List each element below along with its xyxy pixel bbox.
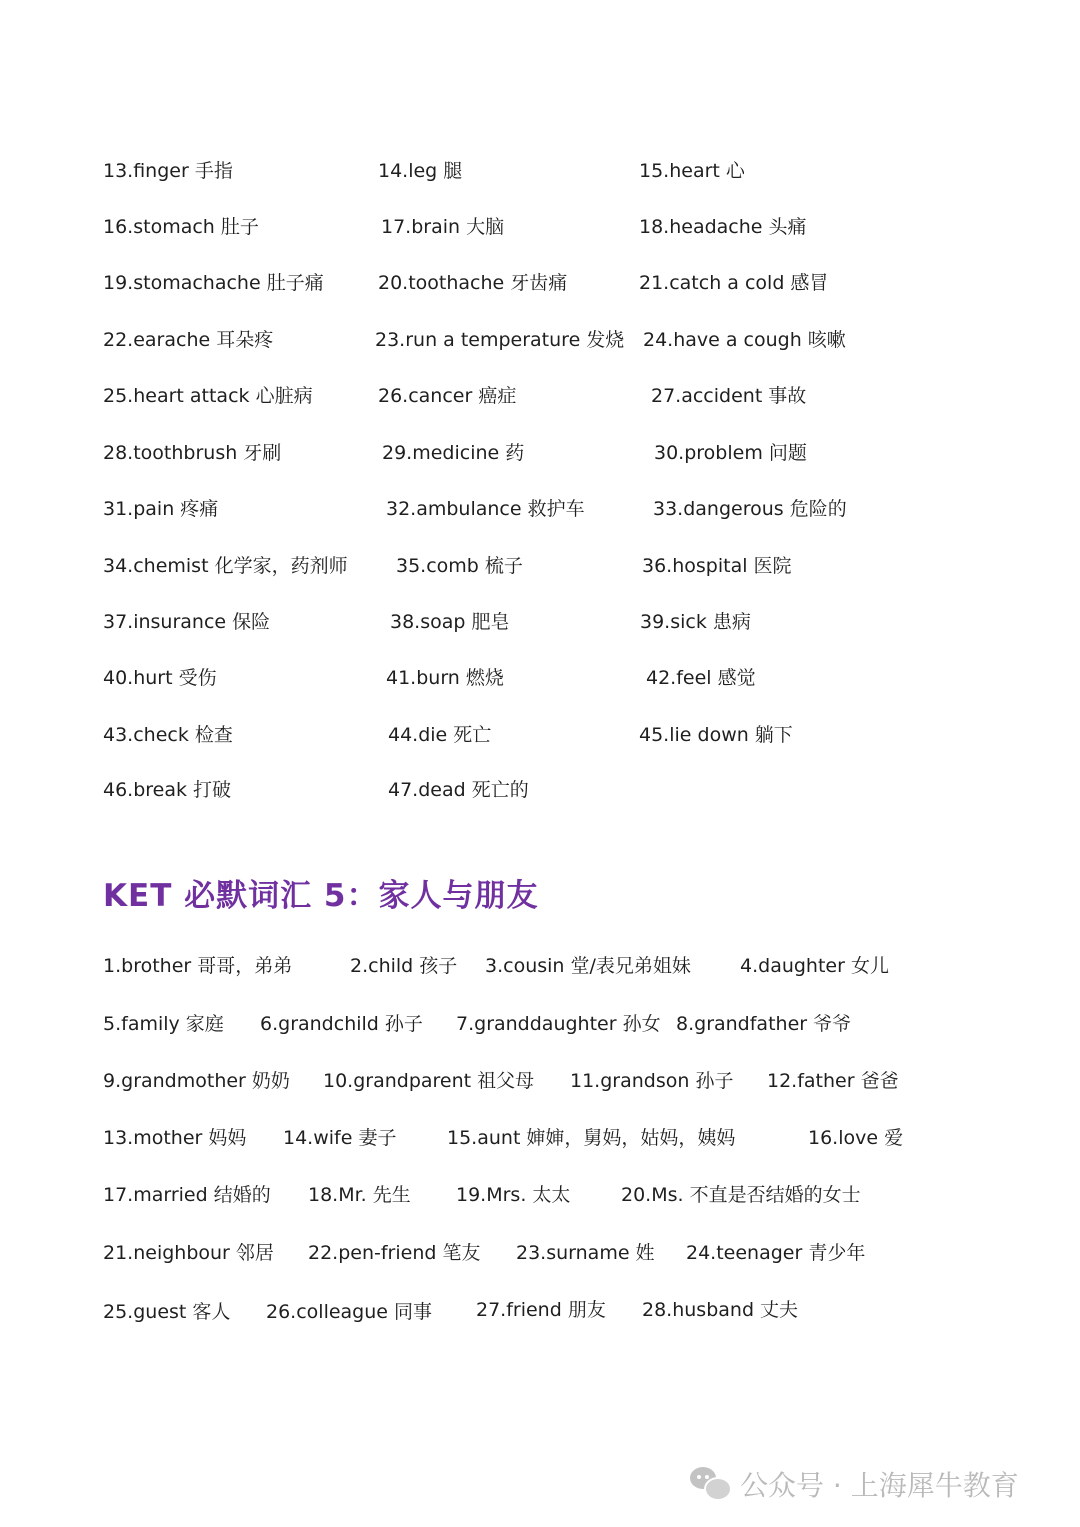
family-word: 2.child 孩子: [350, 955, 458, 977]
family-word: 9.grandmother 奶奶: [103, 1070, 290, 1092]
family-word: 15.aunt 婶婶，舅妈，姑妈，姨妈: [447, 1127, 736, 1149]
health-word: 21.catch a cold 感冒: [639, 272, 829, 294]
wechat-icon: [690, 1467, 730, 1501]
health-word: 46.break 打破: [103, 779, 232, 801]
health-word: 36.hospital 医院: [642, 555, 792, 577]
health-word: 42.feel 感觉: [646, 667, 756, 689]
family-word: 19.Mrs. 太太: [456, 1184, 571, 1206]
family-word: 13.mother 妈妈: [103, 1127, 247, 1149]
health-word: 45.lie down 躺下: [639, 724, 793, 746]
health-word: 38.soap 肥皂: [390, 611, 510, 633]
health-word: 18.headache 头痛: [639, 216, 807, 238]
family-word: 22.pen-friend 笔友: [308, 1242, 481, 1264]
family-word: 4.daughter 女儿: [740, 955, 889, 977]
health-word: 17.brain 大脑: [381, 216, 505, 238]
health-word: 39.sick 患病: [640, 611, 751, 633]
family-word: 3.cousin 堂/表兄弟姐妹: [485, 955, 691, 977]
health-word: 14.leg 腿: [378, 160, 463, 182]
health-word: 34.chemist 化学家，药剂师: [103, 555, 348, 577]
family-word: 16.love 爱: [808, 1127, 904, 1149]
family-word: 27.friend 朋友: [476, 1299, 606, 1321]
family-word: 5.family 家庭: [103, 1013, 224, 1035]
health-word: 23.run a temperature 发烧: [375, 329, 625, 351]
family-word: 20.Ms. 不直是否结婚的女士: [621, 1184, 861, 1206]
health-word: 26.cancer 癌症: [378, 385, 517, 407]
health-word: 19.stomachache 肚子痛: [103, 272, 324, 294]
family-word: 17.married 结婚的: [103, 1184, 271, 1206]
health-word: 24.have a cough 咳嗽: [643, 329, 846, 351]
family-word: 14.wife 妻子: [283, 1127, 397, 1149]
family-word: 23.surname 姓: [516, 1242, 655, 1264]
health-word: 41.burn 燃烧: [386, 667, 504, 689]
family-word: 8.grandfather 爷爷: [676, 1013, 852, 1035]
health-word: 44.die 死亡: [388, 724, 492, 746]
family-word: 6.grandchild 孙子: [260, 1013, 423, 1035]
health-word: 35.comb 梳子: [396, 555, 523, 577]
health-word: 47.dead 死亡的: [388, 779, 529, 801]
family-word: 7.granddaughter 孙女: [456, 1013, 661, 1035]
health-word: 16.stomach 肚子: [103, 216, 259, 238]
health-word: 31.pain 疼痛: [103, 498, 219, 520]
family-word: 11.grandson 孙子: [570, 1070, 734, 1092]
family-word: 12.father 爸爸: [767, 1070, 899, 1092]
family-word: 24.teenager 青少年: [686, 1242, 866, 1264]
watermark-text: 公众号 · 上海犀牛教育: [740, 1469, 1019, 1502]
family-word: 10.grandparent 祖父母: [323, 1070, 535, 1092]
health-word: 27.accident 事故: [651, 385, 807, 407]
health-word: 13.finger 手指: [103, 160, 233, 182]
health-word: 22.earache 耳朵疼: [103, 329, 274, 351]
health-word: 15.heart 心: [639, 160, 745, 182]
family-word: 1.brother 哥哥，弟弟: [103, 955, 293, 977]
health-word: 29.medicine 药: [382, 442, 525, 464]
family-word: 25.guest 客人: [103, 1301, 231, 1323]
family-word: 26.colleague 同事: [266, 1301, 433, 1323]
health-word: 28.toothbrush 牙刷: [103, 442, 282, 464]
section-title: KET 必默词汇 5：家人与朋友: [103, 878, 539, 914]
health-word: 25.heart attack 心脏病: [103, 385, 313, 407]
family-word: 28.husband 丈夫: [642, 1299, 799, 1321]
health-word: 37.insurance 保险: [103, 611, 271, 633]
health-word: 30.problem 问题: [654, 442, 807, 464]
health-word: 43.check 检查: [103, 724, 233, 746]
watermark: [690, 1462, 1019, 1506]
health-word: 33.dangerous 危险的: [653, 498, 847, 520]
family-word: 21.neighbour 邻居: [103, 1242, 274, 1264]
health-word: 32.ambulance 救护车: [386, 498, 585, 520]
family-word: 18.Mr. 先生: [308, 1184, 411, 1206]
health-word: 20.toothache 牙齿痛: [378, 272, 568, 294]
health-word: 40.hurt 受伤: [103, 667, 217, 689]
